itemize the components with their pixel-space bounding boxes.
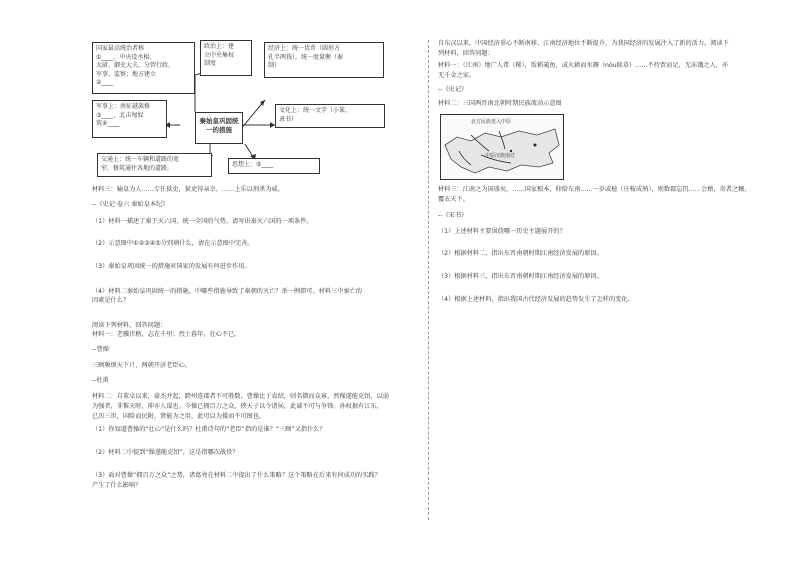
question-2: （2）示意图中①②③④⑤分别填什么，请在示意图中完善。	[92, 240, 254, 247]
box-line: 文化上：统一文字（小篆、	[279, 107, 352, 114]
right-question-2: （2）根据材料二，指出东晋南朝时期江南经济发展的原因。	[438, 250, 603, 257]
box-line: 制度	[204, 60, 217, 68]
box-line: ②____	[96, 79, 114, 87]
sub-question-2: （2）材料二中提到“操遂能克绍”，这是指哪次战役？	[92, 449, 239, 456]
diagram-center-text: 秦始皇巩固统一的措施	[199, 117, 239, 134]
box-line: 孔半两钱），统一度量衡（秦	[268, 53, 344, 61]
box-line: 思想上：⑤____	[232, 161, 274, 168]
intro-line-2: 列材料，回答问题：	[438, 50, 494, 57]
diagram-box-economy	[264, 42, 384, 78]
material-2-line-2: 为强者，非惟天时，抑亦人谋也。今操已拥百万之众，挟天子以令诸侯，此诚不可与争锋。孙权据有江东，	[92, 403, 383, 410]
material-2-line-3: 已历三世，国险而民附，贤能为之用，此可以为援而不可图也。	[92, 413, 266, 420]
box-line: 太尉、御史大夫，分管行政、	[96, 62, 175, 70]
right-question-4: （4）根据上述材料，指出我国古代经济发展的趋势发生了怎样的变化。	[438, 296, 634, 303]
diagram-box-military	[92, 100, 167, 138]
diagram-box-culture	[275, 104, 385, 128]
diagram-box-transport	[97, 153, 212, 177]
box-line: 制）	[268, 62, 281, 70]
question-4-line-1: （4）材料二秦始皇巩固统一的措施，中哪些措施导致了秦朝的灭亡？举一例即可。材料三中秦亡的	[92, 288, 362, 295]
box-line: 军事、监察；地方建立	[96, 70, 157, 78]
material-3: 材料三：输皇为人……专任狱吏，狱吏得亲幸。……上乐以刑杀为威。	[92, 186, 284, 193]
diagram-box-thought	[228, 158, 320, 174]
column-divider	[428, 40, 429, 520]
intro-line-1: 自东汉以来，中国经济重心不断南移，江南经济地位不断提升，为我国经济的发展注入了新的活力。阅读下	[438, 40, 729, 47]
box-line: 经济上：统一货币（圆形方	[268, 45, 341, 52]
box-line: 窄，修筑通往各地的道路。	[101, 164, 174, 172]
right-material-1-line-2: 无千金之家。	[438, 72, 476, 79]
map-label-north: 北方民族进入中原	[471, 119, 512, 125]
material-1-source: --曹操	[92, 346, 109, 353]
material-2-line-1: 材料二：自董卓以来，豪杰并起，跨州连郡者不可胜数。曹操比于袁绍，则名微而众寡，然操遂能克绍，以弱	[92, 393, 389, 400]
box-line: 军事上：南征越族修	[96, 103, 151, 110]
right-source-3: --《宋书》	[438, 212, 468, 219]
right-material-2: 材料二：三国两晋南北朝时期民族流动示意图	[438, 100, 562, 107]
box-line: ①____，中央设丞相、	[96, 53, 156, 61]
box-line: 立中央集权	[204, 51, 235, 59]
box-line: 交通上：统一车辆和道路的宽	[101, 156, 180, 163]
right-material-3-line-1: 材料三：江南之为国盛矣，……国家根本，仰给东南……一岁或稔（庄稼成熟），则数郡忘饥……会稽，奇者之穰，	[438, 186, 751, 193]
box-line: 政治上：建	[204, 43, 235, 50]
sub-question-1: （1）你知道曹操的“壮心”是什么吗？杜甫诗句的“老臣”指的是谁？“三顾”又指什么？	[92, 426, 326, 433]
diagram-box-politics	[200, 40, 252, 76]
box-line: 筑④____	[96, 120, 120, 128]
diagram-connectors	[0, 0, 430, 190]
question-1: （1）材料一描述了秦王灭六国、统一全国的气势。请写出秦灭六国的一项条件。	[92, 218, 313, 225]
sub-question-3-line-1: （3）面对曹操“拥百万之众”之势，诸葛亮在材料二中提出了什么策略？这个策略在后来有何成功的实践？	[92, 472, 381, 479]
material-1: 材料一：老骥伏枥，志在千里；烈士暮年，壮心不已。	[92, 331, 241, 338]
source-shiji-1: --《史记·卷六 秦始皇本纪》	[92, 201, 169, 208]
right-source-1: --《史记》	[438, 86, 468, 93]
box-line: 国家最高统治者称	[96, 45, 145, 52]
box-line: 隶书）	[279, 115, 298, 123]
right-question-3: （3）根据材料三，指出东晋南朝时期江南经济发展的原因。	[438, 273, 603, 280]
box-line: ③____，北击匈奴	[96, 111, 144, 119]
map-label-south: 中原汉族南迁	[485, 153, 516, 159]
question-4-line-2: 因素是什么？	[92, 297, 130, 304]
sub-question-3-line-2: 产生了什么影响？	[92, 482, 142, 489]
question-3: （3）秦始皇巩固统一的措施对国家的发展有何进步作用。	[92, 263, 251, 270]
right-material-3-line-2: 覆衣天下。	[438, 196, 469, 203]
poem-line: 三顾频烦天下计，两朝开济老臣心。	[92, 362, 191, 369]
material-2-source: --杜甫	[92, 377, 109, 384]
migration-map	[440, 114, 564, 180]
diagram-box-ruler	[92, 42, 195, 94]
read-intro: 阅读下列材料，回答问题：	[92, 322, 167, 329]
right-material-1-line-1: 材料一：（江南）地广人希（稀），饭稻羹鱼，或火耕而水耨（nòu除草）……不待贾而足，无冻饿之人，亦	[438, 62, 729, 69]
right-question-1: （1）上述材料主要围绕哪一历史主题展开的？	[438, 228, 566, 235]
diagram-center-box	[195, 112, 243, 144]
